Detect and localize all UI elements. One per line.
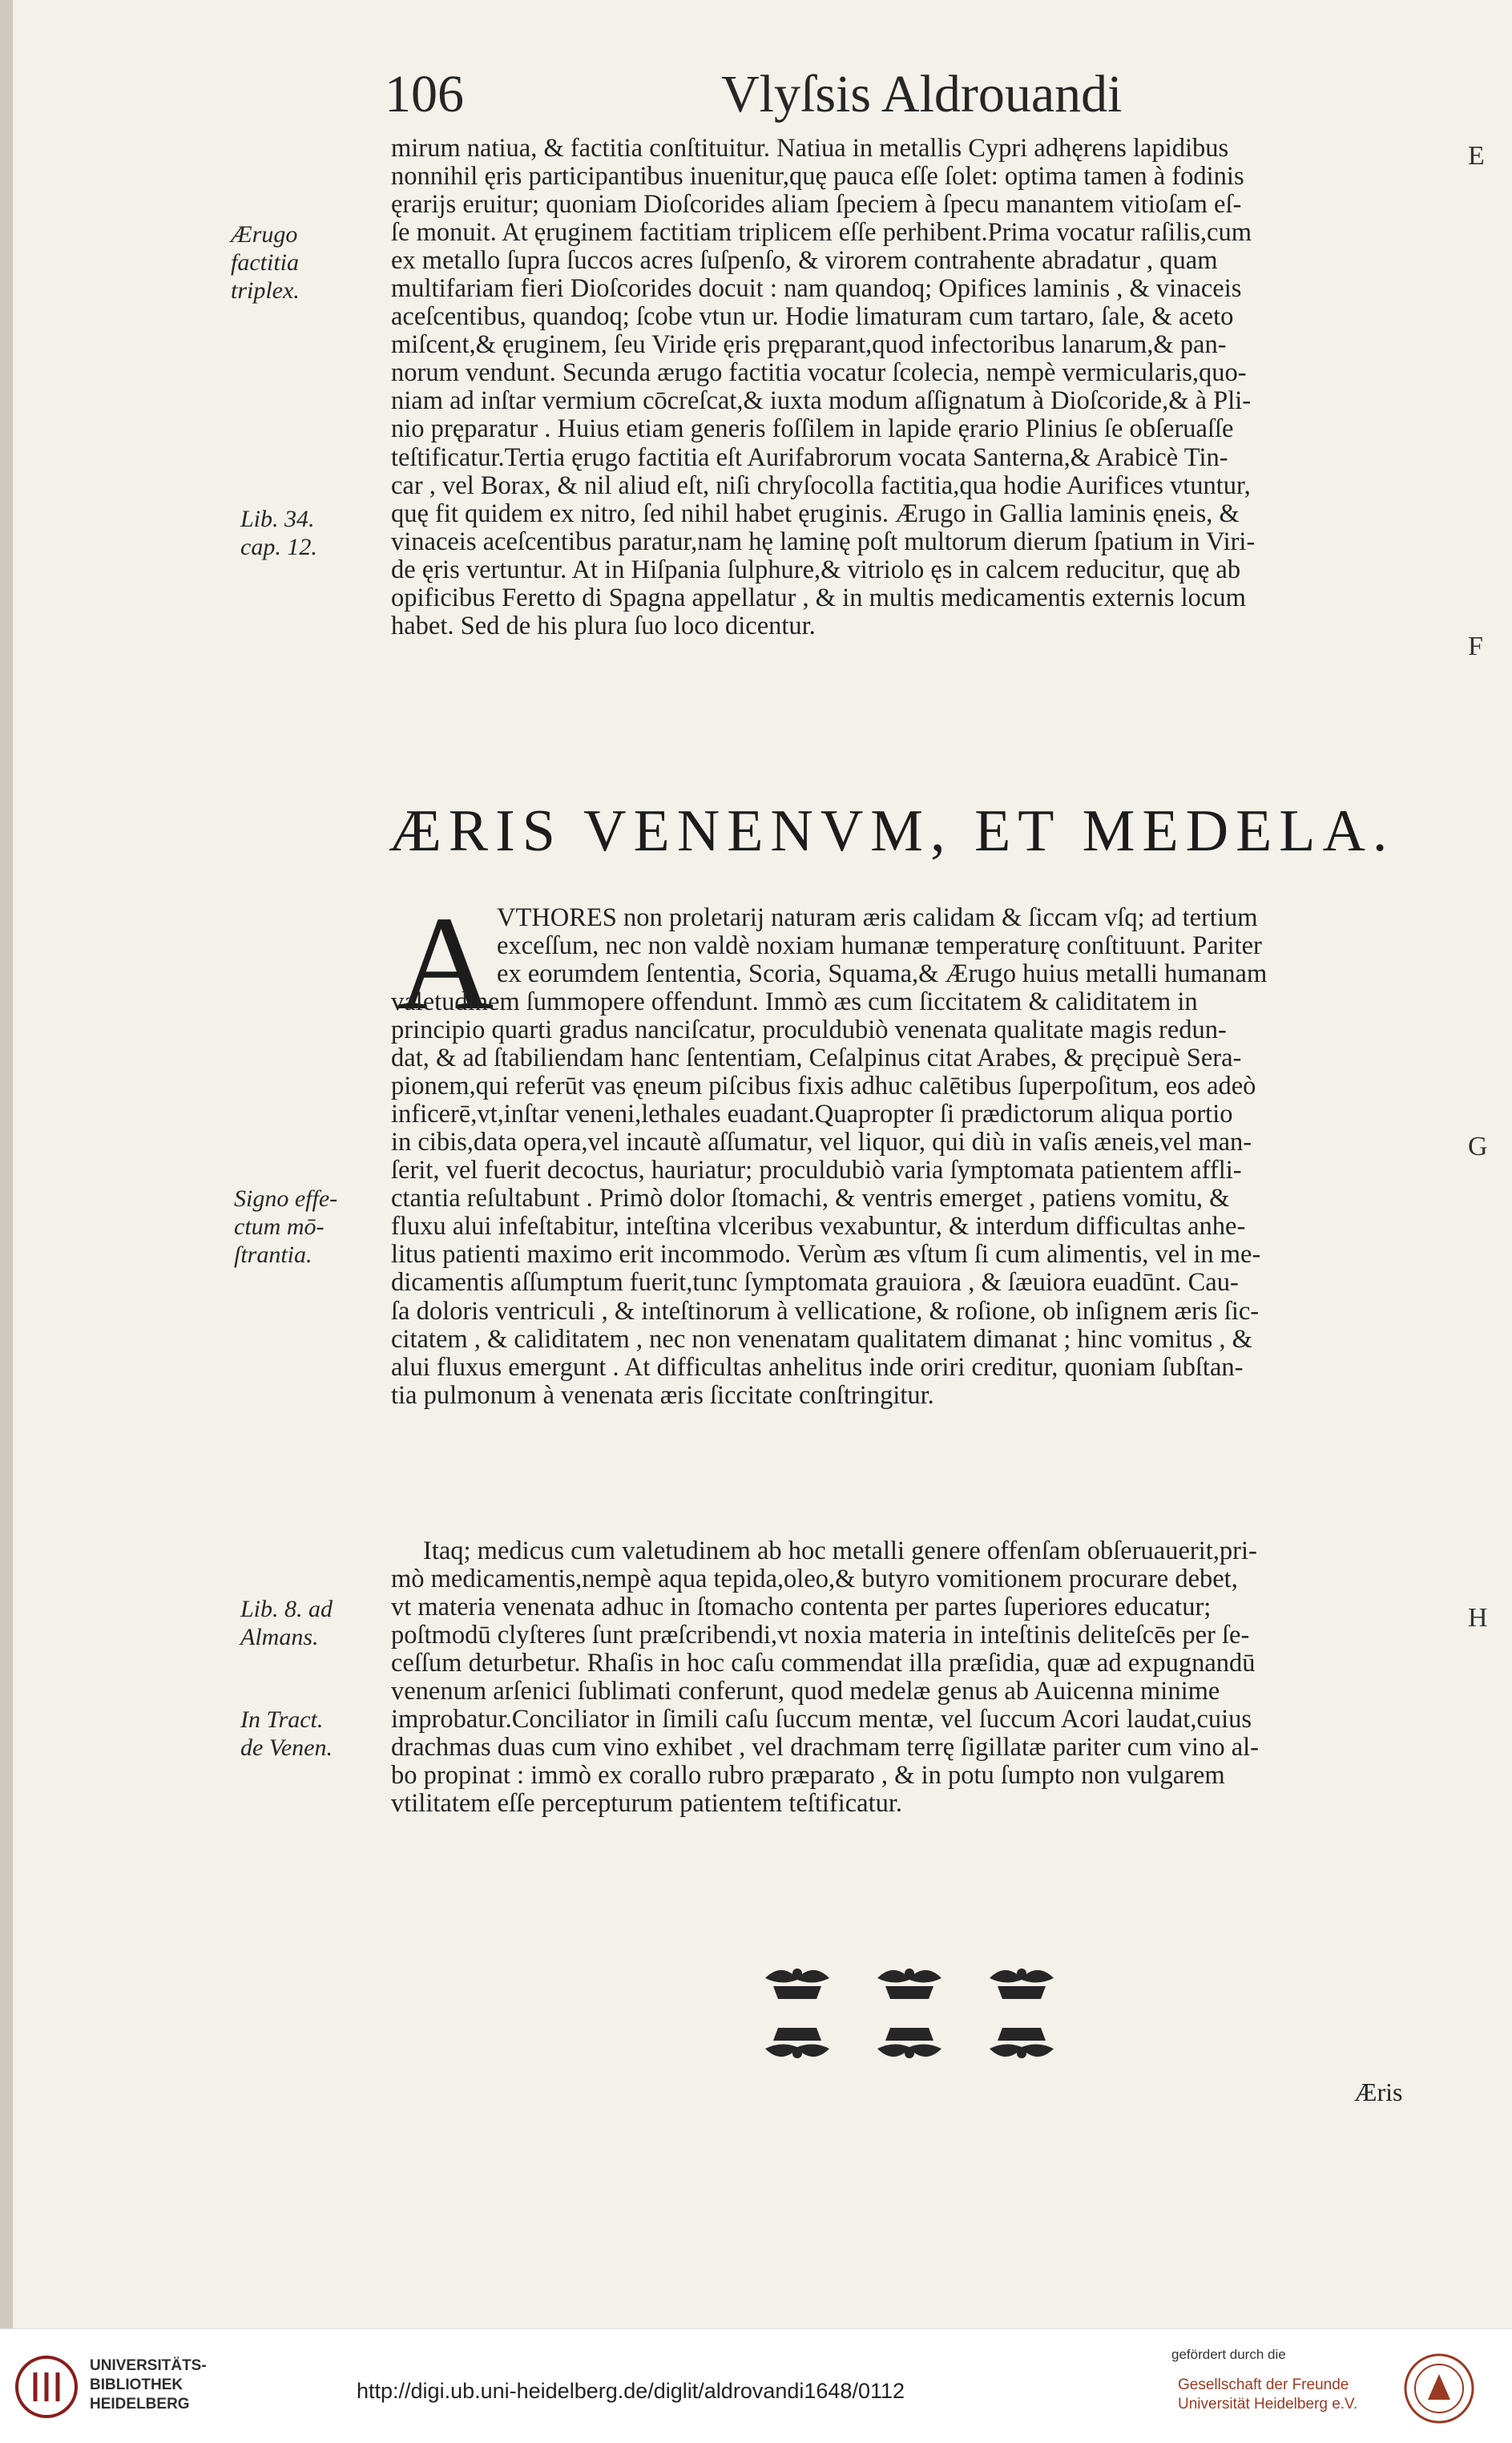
text-line: teſtificatur.Tertia ęrugo factitia eſt Aurifabrorum vocata Santerna,& Arabicè Tin-	[391, 443, 1228, 472]
text-line: pionem,qui referūt vas ęneum piſcibus fixis adhuc calētibus ſuperpoſitum, eos adeò	[391, 1072, 1256, 1101]
text-line: in cibis,data opera,vel incautè aſſumatur, vel liquor, qui diù in vaſis æneis,vel man-	[391, 1129, 1252, 1157]
text-line: nonnihil ęris participantibus inuenitur,quę pauca eſſe ſolet: optima tamen à fodinis	[391, 163, 1244, 192]
page-header	[369, 48, 1410, 136]
society-seal-icon	[1402, 2352, 1476, 2425]
library-name-line: UNIVERSITÄTS-	[90, 2357, 207, 2374]
text-line: ſerit, vel fuerit decoctus, hauriatur; proculdubiò varia ſymptomata patientem affli-	[391, 1157, 1242, 1185]
text-line: dicamentis aſſumptum fuerit,tunc ſymptomata grauiora , & ſæuiora euadūnt. Cau-	[391, 1269, 1239, 1298]
text-line: ctantia reſultabunt . Primò dolor ſtomachi, & ventris emerget , patiens vomitu, &	[391, 1185, 1230, 1213]
library-name	[90, 2356, 207, 2414]
marginal-line: factitia	[231, 249, 299, 276]
text-line: nio pręparatur . Huius etiam generis foſſilem in lapide ęrario Plinius ſe obſeruaſſe	[391, 415, 1234, 444]
marginal-note-aerugo	[231, 220, 300, 305]
text-line: exceſſum, nec non valdè noxiam humanæ temperaturę conſtituunt. Pariter	[497, 932, 1262, 961]
drop-cap: A	[397, 889, 494, 1038]
text-line: opificibus Feretto di Spagna appellatur , & in multis medicamentis externis locum	[391, 583, 1246, 612]
text-line: mirum natiua, & factitia conſtituitur. Natiua in metallis Cypri adhęrens lapidibus	[391, 135, 1229, 163]
text-line: niam ad inſtar vermium cōcreſcat,& iuxta modum aſſignatum à Dioſcoride,& à Pli-	[391, 387, 1252, 416]
text-line: dat, & ad ſtabiliendam hanc ſententiam, Ceſalpinus citat Arabes, & pręcipuè Sera-	[391, 1044, 1242, 1073]
text-line: bo propinat : immò ex corallo rubro præparato , & in potu ſumpto non vulgarem	[391, 1762, 1225, 1791]
text-line: poſtmodū clyſteres ſunt præſcribendi,vt noxia materia in inteſtinis deliteſcēs per ſe-	[391, 1621, 1250, 1650]
text-line: ex metallo ſupra ſuccos acres ſuſpenſo, & virorem contrahente abradatur , quam	[391, 247, 1218, 276]
university-library-logo-icon	[14, 2355, 79, 2419]
marginal-note-lib34	[240, 505, 317, 561]
text-line: VTHORES non proletarij naturam æris calidam & ſiccam vſq; ad tertium	[497, 904, 1258, 932]
marginal-line: cap. 12.	[240, 534, 317, 560]
text-line: venenum arſenici ſublimati conferunt, quod medelæ genus ab Auicenna minime	[391, 1678, 1220, 1706]
text-line: norum vendunt. Secunda ærugo factitia vocatur ſcolecia, nempè vermicularis,quo-	[391, 359, 1247, 388]
text-line: ęrarijs eruitur; quoniam Dioſcorides aliam ſpeciem à ſpecu manantem vitioſam eſ-	[391, 191, 1242, 220]
text-line: vt materia venenata adhuc in ſtomacho contenta per partes ſuperiores educatur;	[391, 1593, 1212, 1622]
text-line: miſcent,& ęruginem, ſeu Viride ęris pręparant,quod infectoribus lanarum,& pan-	[391, 331, 1227, 360]
paragraph-venenum-indent	[497, 904, 1458, 988]
text-line: mò medicamentis,nempè aqua tepida,oleo,& butyro vomitionem procurare debet,	[391, 1565, 1238, 1594]
section-letter: G	[1468, 1132, 1488, 1161]
society-name-line: Gesellschaft der Freunde	[1178, 2376, 1349, 2393]
text-line: citatem , & caliditatem , nec non venenatam qualitatem dimanat ; hinc vomitus , &	[391, 1325, 1252, 1354]
text-line: habet. Sed de his plura ſuo loco dicentur.	[391, 612, 816, 640]
paragraph-aerugo	[391, 135, 1465, 640]
text-line: ſe monuit. At ęruginem factitiam triplicem eſſe perhibent.Prima vocatur raſilis,cum	[391, 219, 1252, 248]
text-line: valetudinem ſummopere offendunt. Immò æs cum ſiccitatem & caliditatem in	[391, 988, 1198, 1016]
paragraph-medela	[391, 1537, 1465, 1818]
marginal-line: In Tract.	[240, 1706, 324, 1733]
text-line: ex eorumdem ſententia, Scoria, Squama,& Ærugo huius metalli humanam	[497, 960, 1268, 989]
marginal-line: Almans.	[240, 1624, 319, 1650]
text-line: litus patienti maximo erit incommodo. Verùm æs vſtum ſi cum alimentis, vel in me-	[391, 1241, 1261, 1270]
printers-ornament	[749, 1956, 1102, 2068]
page-number: 106	[385, 65, 464, 123]
funding-society	[1178, 2376, 1357, 2414]
text-line: alui fluxus emergunt . At difficultas anhelitus inde oriri creditur, quoniam ſubſtan-	[391, 1353, 1244, 1382]
library-name-line: BIBLIOTHEK	[90, 2376, 183, 2393]
marginal-line: Signo effe-	[234, 1185, 338, 1212]
text-line: fluxu alui infeſtabitur, inteſtina vlceribus vexabuntur, & interdum difficultas anhe-	[391, 1213, 1246, 1242]
marginal-line: Lib. 8. ad	[240, 1596, 333, 1622]
text-line: Itaq; medicus cum valetudinem ab hoc metalli genere offenſam obſeruauerit,pri-	[423, 1537, 1257, 1565]
digitization-footer	[0, 2328, 1512, 2443]
catchword: Æris	[1354, 2078, 1403, 2106]
text-line: improbatur.Conciliator in ſimili caſu ſuccum mentæ, vel ſuccum Acori laudat,cuius	[391, 1706, 1252, 1734]
marginal-note-intract	[240, 1706, 333, 1762]
marginal-note-lib8	[240, 1595, 333, 1651]
marginal-note-signo	[234, 1185, 337, 1269]
text-line: vinaceis aceſcentibus paratur,nam hę laminę poſt multorum dierum ſpatium in Viri-	[391, 527, 1256, 556]
source-url-link[interactable]: http://digi.ub.uni-heidelberg.de/diglit/aldrovandi1648/0112	[357, 2379, 905, 2403]
text-line: quę fit quidem ex nitro, ſed nihil habet ęruginis. Ærugo in Gallia laminis ęneis, &	[391, 499, 1240, 528]
section-letter: E	[1468, 141, 1485, 171]
text-line: de ęris vertuntur. At in Hiſpania ſulphure,& vitriolo ęs in calcem reducitur, quę ab	[391, 555, 1241, 584]
marginal-line: ctum mō-	[234, 1213, 325, 1240]
marginal-line: ſtrantia.	[234, 1242, 312, 1268]
section-letter: F	[1468, 632, 1483, 661]
marginal-line: triplex.	[231, 277, 300, 304]
text-line: ceſſum deturbetur. Rhaſis in hoc caſu commendat illa præſidia, quæ ad expugnandū	[391, 1650, 1256, 1678]
page-gutter	[0, 0, 13, 2328]
text-line: car , vel Borax, & nil aliud eſt, niſi chryſocolla factitia,qua hodie Aurifices vtuntur,	[391, 471, 1251, 500]
library-name-line: HEIDELBERG	[90, 2396, 190, 2413]
text-line: drachmas duas cum vino exhibet , vel drachmam terrę ſigillatæ pariter cum vino al-	[391, 1734, 1259, 1763]
society-name-line: Universität Heidelberg e.V.	[1178, 2396, 1358, 2413]
running-head: Vlyſsis Aldrouandi	[721, 65, 1123, 123]
marginal-line: Ærugo	[231, 221, 298, 248]
text-line: vtilitatem eſſe percepturum patientem teſtificatur.	[391, 1790, 903, 1819]
marginal-line: Lib. 34.	[240, 506, 315, 532]
funding-note: gefördert durch die	[1171, 2347, 1286, 2362]
text-line: multifariam fieri Dioſcorides docuit : nam quandoq; Opifices laminis , & vinaceis	[391, 275, 1242, 304]
text-line: tia pulmonum à venenata æris ſiccitate conſtringitur.	[391, 1381, 934, 1410]
text-line: inficerē,vt,inſtar veneni,lethales euadant.Quapropter ſi prædictorum aliqua portio	[391, 1100, 1233, 1129]
paragraph-venenum	[391, 988, 1465, 1410]
text-line: ſa doloris ventriculi , & inteſtinorum à vellicatione, & roſione, ob inſignem æris ſic-	[391, 1297, 1260, 1326]
marginal-line: de Venen.	[240, 1734, 333, 1761]
text-line: principio quarti gradus nanciſcatur, proculdubiò venenata qualitate magis redun-	[391, 1016, 1227, 1045]
section-title: ÆRIS VENENVM, ET MEDELA.	[389, 798, 1395, 864]
text-line: aceſcentibus, quandoq; ſcobe vtun ur. Hodie limaturam cum tartaro, ſale, & aceto	[391, 303, 1234, 332]
section-letter: H	[1468, 1603, 1488, 1633]
